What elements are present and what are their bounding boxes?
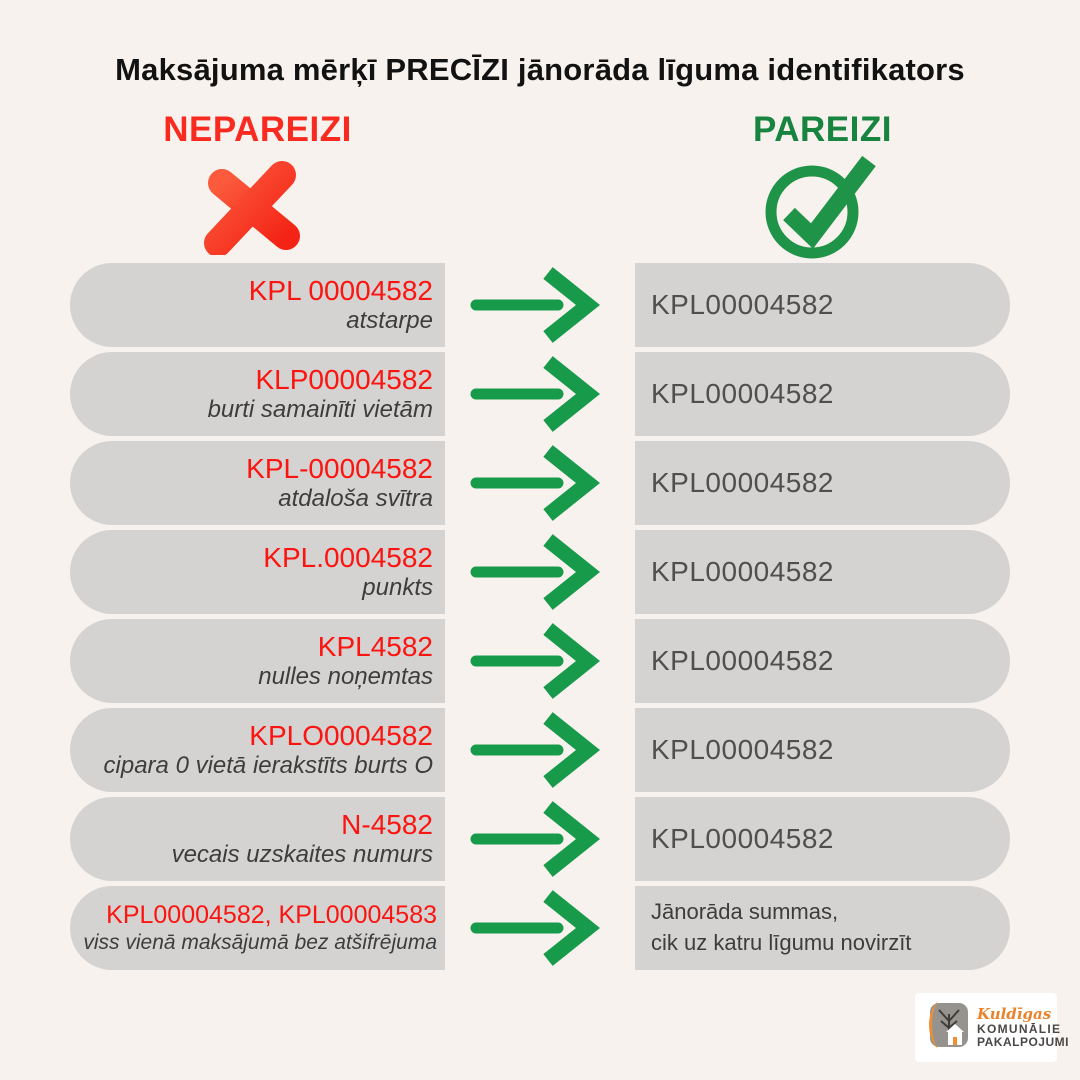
wrong-reason: cipara 0 vietā ierakstīts burts O xyxy=(103,751,433,779)
correct-note-line2: cik uz katru līgumu novirzīt xyxy=(651,930,912,955)
logo-name: Kuldīgas xyxy=(977,1005,1052,1024)
wrong-code: KPLO0004582 xyxy=(249,719,433,751)
wrong-code: KPL 00004582 xyxy=(248,274,433,306)
correct-code: KPL00004582 xyxy=(651,378,835,409)
green-right-arrow-icon xyxy=(445,886,635,970)
wrong-example-pill xyxy=(70,797,445,881)
logo-text xyxy=(977,1007,1069,1048)
table-row xyxy=(70,708,1010,792)
wrong-code: KPL.0004582 xyxy=(263,541,433,573)
table-row xyxy=(70,441,1010,525)
wrong-reason: atstarpe xyxy=(346,306,433,334)
correct-example-pill xyxy=(635,886,1010,970)
wrong-reason: vecais uzskaites numurs xyxy=(171,840,433,868)
correct-note-line1: Jānorāda summas, xyxy=(651,899,839,925)
comparison-rows xyxy=(70,263,1010,975)
column-header-wrong: NEPAREIZI xyxy=(163,110,352,149)
correct-example-pill xyxy=(635,619,1010,703)
table-row xyxy=(70,530,1010,614)
wrong-example-pill xyxy=(70,263,445,347)
correct-example-pill xyxy=(635,708,1010,792)
wrong-code: N-4582 xyxy=(341,808,433,840)
correct-example-pill xyxy=(635,263,1010,347)
wrong-example-pill xyxy=(70,708,445,792)
wrong-code: KLP00004582 xyxy=(255,363,433,395)
green-check-circle-icon xyxy=(762,150,880,260)
green-right-arrow-icon xyxy=(445,797,635,881)
logo-line3: PAKALPOJUMI xyxy=(977,1034,1069,1049)
wrong-reason: atdaloša svītra xyxy=(278,484,433,512)
page-title: Maksājuma mērķī PRECĪZI jānorāda līguma identifikators xyxy=(115,52,965,87)
correct-example-pill xyxy=(635,352,1010,436)
wrong-code: KPL00004582, KPL00004583 xyxy=(106,901,437,930)
correct-example-pill xyxy=(635,530,1010,614)
correct-code: KPL00004582 xyxy=(651,289,835,320)
wrong-code: KPL4582 xyxy=(317,630,433,662)
green-right-arrow-icon xyxy=(445,708,635,792)
table-row xyxy=(70,352,1010,436)
correct-example-pill xyxy=(635,797,1010,881)
correct-code: KPL00004582 xyxy=(651,645,835,676)
green-right-arrow-icon xyxy=(445,441,635,525)
wrong-example-pill xyxy=(70,619,445,703)
table-row xyxy=(70,797,1010,881)
column-header-correct: PAREIZI xyxy=(753,110,892,149)
correct-code: KPL00004582 xyxy=(651,467,835,498)
table-row xyxy=(70,619,1010,703)
correct-code: KPL00004582 xyxy=(651,734,835,765)
correct-example-pill xyxy=(635,441,1010,525)
green-right-arrow-icon xyxy=(445,619,635,703)
table-row xyxy=(70,263,1010,347)
correct-code: KPL00004582 xyxy=(651,556,835,587)
kuldigas-logo-icon xyxy=(923,1000,971,1055)
logo-card xyxy=(915,993,1069,1062)
wrong-reason: burti samainīti vietām xyxy=(207,395,433,423)
wrong-reason: viss vienā maksājumā bez atšifrējuma xyxy=(83,930,437,954)
wrong-example-pill xyxy=(70,886,445,970)
green-right-arrow-icon xyxy=(445,263,635,347)
green-right-arrow-icon xyxy=(445,530,635,614)
green-right-arrow-icon xyxy=(445,352,635,436)
wrong-example-pill xyxy=(70,441,445,525)
wrong-reason: punkts xyxy=(362,573,433,601)
wrong-code: KPL-00004582 xyxy=(246,452,433,484)
table-row xyxy=(70,886,1010,970)
wrong-reason: nulles noņemtas xyxy=(258,662,433,690)
wrong-example-pill xyxy=(70,530,445,614)
red-cross-icon xyxy=(198,160,306,255)
logo-line2: KOMUNĀLIE xyxy=(977,1022,1062,1037)
wrong-example-pill xyxy=(70,352,445,436)
correct-code: KPL00004582 xyxy=(651,823,835,854)
